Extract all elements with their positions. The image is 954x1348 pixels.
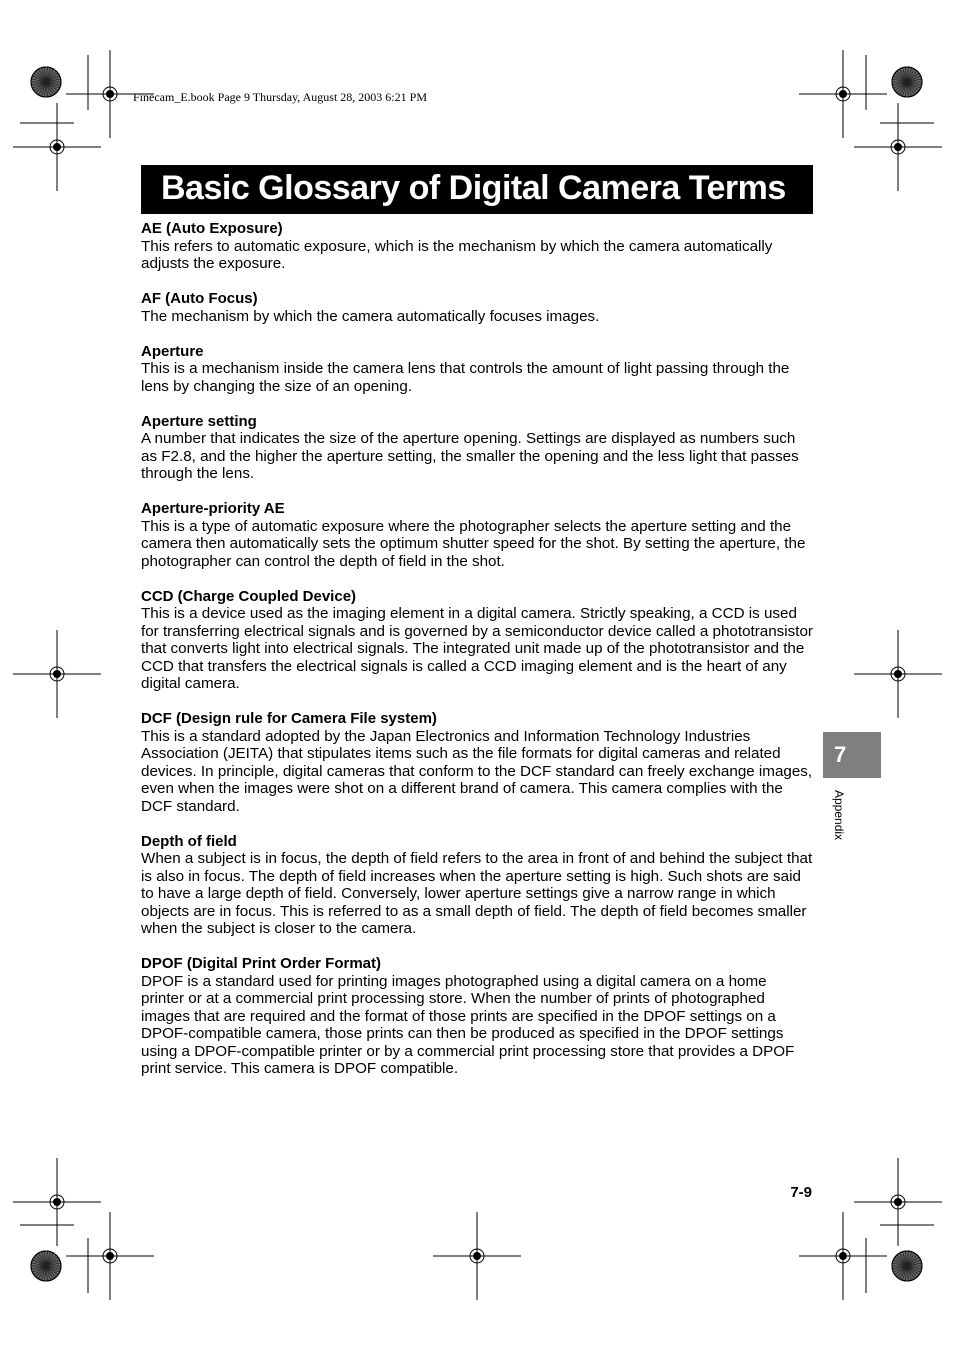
book-file-info: Finecam_E.book Page 9 Thursday, August 28, 2003 6:21 PM xyxy=(133,90,427,104)
chapter-tab: 7 xyxy=(823,732,881,778)
glossary-definition: The mechanism by which the camera automatically focuses images. xyxy=(141,307,600,325)
glossary-term: Depth of field xyxy=(141,832,237,850)
glossary-definition: When a subject is in focus, the depth of field refers to the area in front of and behind the subject that is also in focus. The depth of field increases when the aperture setting is high. Such shots are said to have a large depth of field. Conversely, lower aperture settings give a narrow range in which objects are in focus. This is referred to as a small depth of field. The depth of field becomes smaller when the subject is closer to the camera. xyxy=(141,850,813,937)
glossary-definition: This refers to automatic exposure, which is the mechanism by which the camera automatically adjusts the exposure. xyxy=(141,237,773,272)
glossary-term: AF (Auto Focus) xyxy=(141,290,258,307)
glossary-term: CCD (Charge Coupled Device) xyxy=(141,587,357,605)
glossary-entry xyxy=(141,955,813,1078)
glossary-definition: A number that indicates the size of the aperture opening. Settings are displayed as numbers such as F2.8, and the higher the aperture setting, the smaller the opening and the less light that passes through the lens. xyxy=(141,430,799,482)
title-bar xyxy=(141,165,813,214)
glossary-term: DPOF (Digital Print Order Format) xyxy=(141,955,382,972)
page-title: Basic Glossary of Digital Camera Terms xyxy=(161,169,786,207)
glossary-definition: This is a device used as the imaging element in a digital camera. Strictly speaking, a CCD is used for transferring electrical signals and is governed by a semiconductor device called a phototransistor that converts light into electrical signals. The integrated unit made up of the phototransistor and the CCD that transfers the electrical signals is called a CCD imaging element and is the heart of any digital camera. xyxy=(141,605,813,692)
glossary-term: Aperture setting xyxy=(141,412,257,430)
section-label: Appendix xyxy=(832,790,846,841)
page-number: 7-9 xyxy=(790,1184,812,1201)
glossary-definition: This is a standard adopted by the Japan Electronics and Information Technology Industries Association (JEITA) that stipulates items such as the file formats for digital cameras and related devices. In principle, digital cameras that conform to the DCF standard can freely exchange images, even when the images were shot on a different brand of camera. This camera complies with the DCF standard. xyxy=(141,727,813,815)
glossary-list xyxy=(141,220,813,1095)
glossary-term: DCF (Design rule for Camera File system) xyxy=(141,710,437,727)
glossary-term: Aperture-priority AE xyxy=(141,500,285,517)
glossary-entry xyxy=(141,343,813,396)
glossary-definition: This is a mechanism inside the camera lens that controls the amount of light passing through the lens by changing the size of an opening. xyxy=(141,360,790,395)
glossary-term: Aperture xyxy=(141,342,204,360)
glossary-entry xyxy=(141,500,813,570)
glossary-entry xyxy=(141,588,813,693)
glossary-entry xyxy=(141,290,813,325)
glossary-definition: This is a type of automatic exposure where the photographer selects the aperture setting and the camera then automatically sets the optimum shutter speed for the shot. By setting the aperture, the photographer can control the depth of field in the shot. xyxy=(141,517,806,570)
glossary-term: AE (Auto Exposure) xyxy=(141,220,283,237)
glossary-entry xyxy=(141,413,813,483)
glossary-entry xyxy=(141,710,813,815)
glossary-definition: DPOF is a standard used for printing images photographed using a digital camera on a home printer or at a commercial print processing store. When the number of prints of photographed images that are required and the format of those prints are specified in the DPOF settings on a DPOF-compatible camera, those prints can then be produced as specified in the DPOF settings using a DPOF-compatible printer or by a commercial print processing store that provides a DPOF print service. This camera is DPOF compatible. xyxy=(141,972,795,1077)
glossary-entry xyxy=(141,833,813,938)
glossary-entry xyxy=(141,220,813,273)
